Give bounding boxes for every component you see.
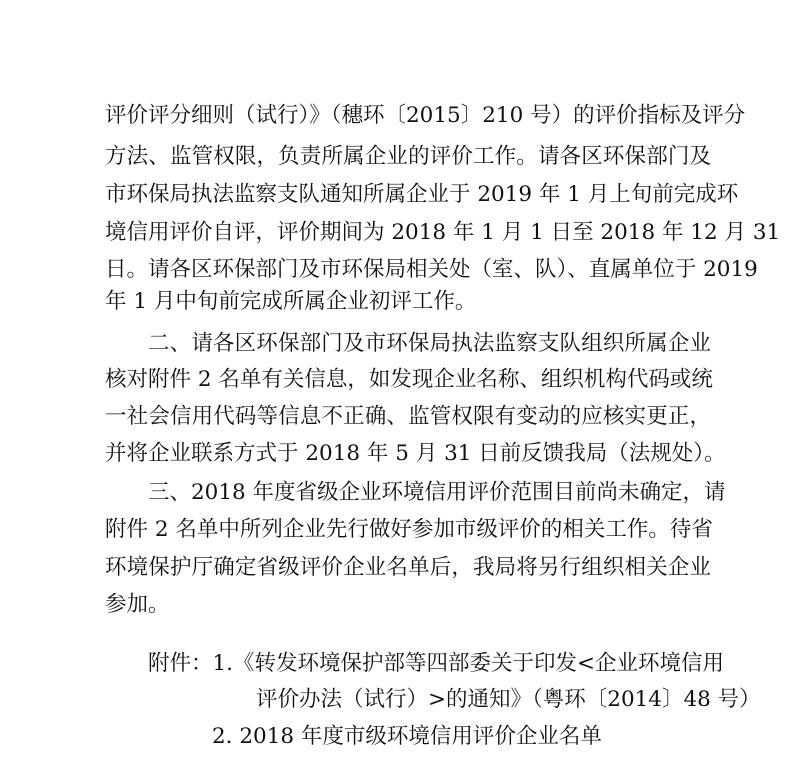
paragraph-3-line-3: 环境保护厅确定省级评价企业名单后，我局将另行组织相关企业 bbox=[105, 555, 711, 580]
paragraph-2-line-4: 并将企业联系方式于 2018 年 5 月 31 日前反馈我局（法规处）。 bbox=[105, 441, 726, 466]
paragraph-3-line-2: 附件 2 名单中所列企业先行做好参加市级评价的相关工作。待省 bbox=[105, 517, 713, 542]
paragraph-3-line-4: 参加。 bbox=[105, 592, 170, 617]
paragraph-1-line-6: 年 1 月中旬前完成所属企业初评工作。 bbox=[105, 289, 477, 314]
paragraph-1-line-2: 方法、监管权限，负责所属企业的评价工作。请各区环保部门及 bbox=[105, 144, 711, 169]
attachment-line-2: 评价办法（试行）>的通知》（粤环〔2014〕48 号） bbox=[256, 687, 761, 712]
attachment-line-1: 附件：1.《转发环境保护部等四部委关于印发<企业环境信用 bbox=[148, 651, 725, 676]
paragraph-2-line-3: 一社会信用代码等信息不正确、监管权限有变动的应核实更正， bbox=[105, 404, 711, 429]
paragraph-1-line-1: 评价评分细则（试行）》（穗环〔2015〕210 号）的评价指标及评分 bbox=[105, 103, 746, 128]
paragraph-2-line-1: 二、请各区环保部门及市环保局执法监察支队组织所属企业 bbox=[148, 331, 711, 356]
paragraph-3-line-1: 三、2018 年度省级企业环境信用评价范围目前尚未确定，请 bbox=[148, 480, 726, 505]
paragraph-1-line-4: 境信用评价自评，评价期间为 2018 年 1 月 1 日至 2018 年 12 月 31 bbox=[105, 220, 781, 245]
paragraph-1-line-5: 日。请各区环保部门及市环保局相关处（室、队）、直属单位于 2019 bbox=[105, 257, 758, 282]
paragraph-1-line-3: 市环保局执法监察支队通知所属企业于 2019 年 1 月上旬前完成环 bbox=[105, 182, 739, 207]
attachment-line-3: 2. 2018 年度市级环境信用评价企业名单 bbox=[212, 724, 602, 749]
paragraph-2-line-2: 核对附件 2 名单有关信息，如发现企业名称、组织机构代码或统 bbox=[105, 367, 713, 392]
